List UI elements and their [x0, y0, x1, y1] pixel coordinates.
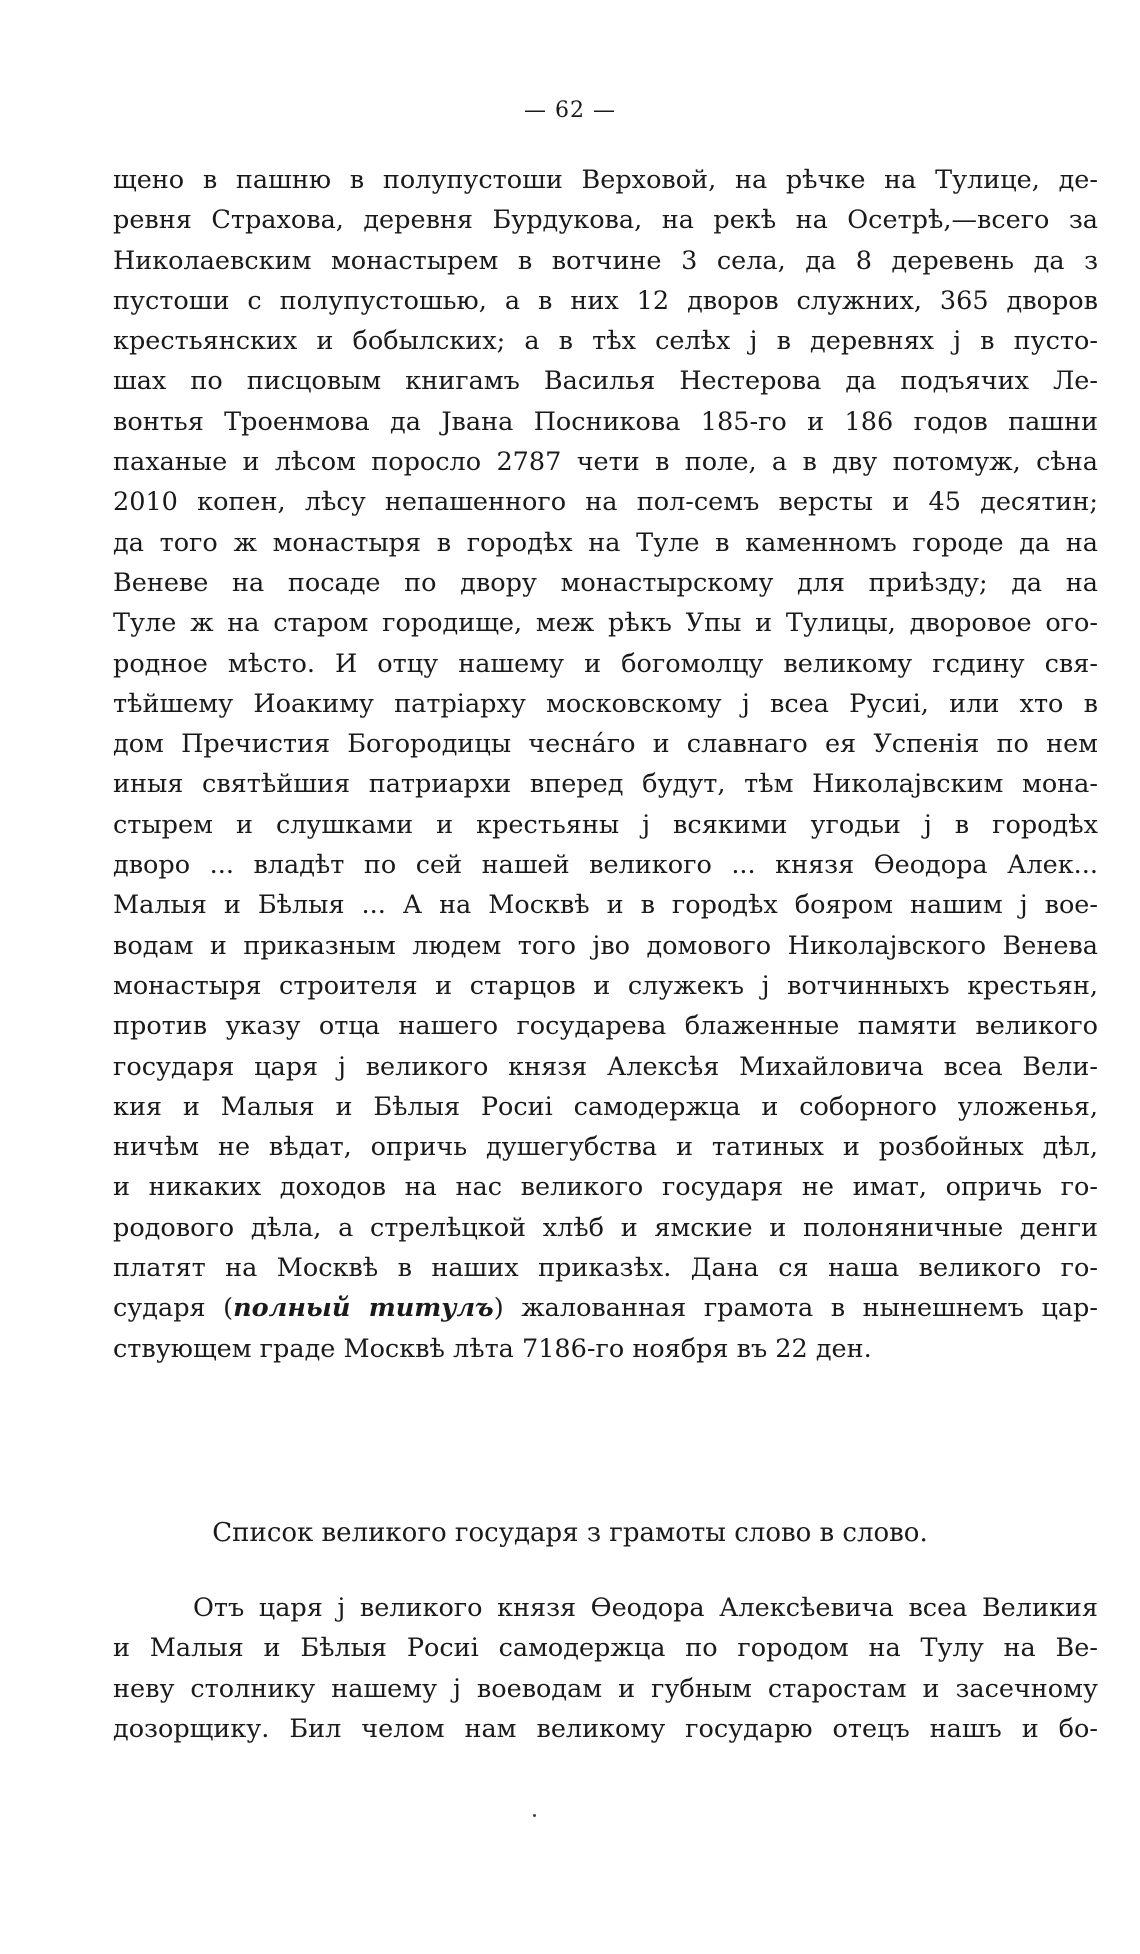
text-line: водам и приказным людем того јво домового Николајвского Венева: [113, 930, 1098, 961]
page-number: — 62 —: [524, 98, 616, 123]
italic-title-phrase: полный титулъ: [233, 1293, 494, 1324]
text-line: неву столнику нашему ј воеводам и губным старостам и засечному: [113, 1673, 1098, 1704]
text-line: родового дѣла, а стрелѣцкой хлѣб и ямские и полоняничные денги: [113, 1212, 1098, 1243]
text-line: дворо ... владѣт по сей нашей великого ... князя Ѳеодора Алек...: [113, 850, 1098, 881]
text-line: и Малыя и Бѣлыя Росиі самодержца по городом на Тулу на Ве-: [113, 1633, 1098, 1664]
text-line: щено в пашню в полупустоши Верховой, на рѣчке на Тулице, де-: [113, 165, 1098, 195]
text-line: крестьянских и бобылских; а в тѣх селѣх ј в деревнях ј в пусто-: [113, 326, 1098, 357]
text-line: пустоши с полупустошью, а в них 12 дворов служних, 365 дворов: [113, 285, 1098, 316]
text-line: ничѣм не вѣдат, опричь душегубства и татиных и розбойных дѣл,: [113, 1132, 1098, 1163]
print-speck: [533, 1814, 536, 1817]
text-line: иныя святѣйшия патриархи вперед будут, тѣм Николајвским мона-: [113, 769, 1098, 800]
text-line: Малыя и Бѣлыя ... А на Москвѣ и в городѣх бояром нашим ј вое-: [113, 890, 1098, 921]
text-line: стырем и слушками и крестьяны ј всякими угодьи ј в городѣх: [113, 809, 1098, 840]
text-line: Отъ царя ј великого князя Ѳеодора Алексѣевича всеа Великия: [193, 1593, 1098, 1623]
text-line: дозорщику. Бил челом нам великому государю отецъ нашъ и бо-: [113, 1713, 1098, 1744]
text-line: шах по писцовым книгамъ Василья Нестерова да подъячих Ле-: [113, 366, 1098, 397]
body-text-section-1: [113, 160, 1098, 1369]
text-line: кия и Малыя и Бѣлыя Росиі самодержца и соборного уложенья,: [113, 1091, 1098, 1122]
text-line: Туле ж на старом городище, меж рѣкъ Упы и Тулицы, дворовое ого-: [113, 608, 1098, 639]
text-line: 2010 копен, лѣсу непашенного на пол-семъ версты и 45 десятин;: [113, 487, 1098, 518]
text-line: вонтья Троенмова да Јвана Посникова 185-го и 186 годов пашни: [113, 406, 1098, 437]
section-heading: Список великого государя з грамоты слово в слово.: [212, 1518, 928, 1548]
text-line: родное мѣсто. И отцу нашему и богомолцу великому гсдину свя-: [113, 648, 1098, 679]
text-line: государя царя ј великого князя Алексѣя Михайловича всеа Вели-: [113, 1051, 1098, 1082]
text-line: против указу отца нашего государева блаженные памяти великого: [113, 1011, 1098, 1042]
text-line: монастыря строителя и старцов и служекъ ј вотчинныхъ крестьян,: [113, 970, 1098, 1001]
text-line: да того ж монастыря в городѣх на Туле в каменномъ городе да на: [113, 527, 1098, 558]
text-line: и никаких доходов на нас великого государя не имат, опричь го-: [113, 1172, 1098, 1203]
text-line: тѣйшему Иоакиму патріарху московскому ј всеа Русиі, или хто в: [113, 688, 1098, 719]
text-line: Николаевским монастырем в вотчине 3 села, да 8 деревень да з: [113, 245, 1098, 276]
text-line: сударя (полный титулъ) жалованная грамота в нынешнемъ цар-: [113, 1293, 1098, 1324]
body-text-section-2: [113, 1588, 1098, 1749]
text-line: ствующем граде Москвѣ лѣта 7186-го ноября въ 22 ден.: [113, 1333, 872, 1364]
text-line: паханые и лѣсом поросло 2787 чети в поле, а в дву потомуж, сѣна: [113, 447, 1098, 478]
text-line: Веневе на посаде по двору монастырскому для приѣзду; да на: [113, 567, 1098, 598]
text-line: дом Пречистия Богородицы чесна́го и славнаго ея Успенія по нем: [113, 729, 1098, 760]
text-line: платят на Москвѣ в наших приказѣх. Дана ся наша великого го-: [113, 1253, 1098, 1284]
text-line: ревня Страхова, деревня Бурдукова, на рекѣ на Осетрѣ,—всего за: [113, 205, 1098, 236]
